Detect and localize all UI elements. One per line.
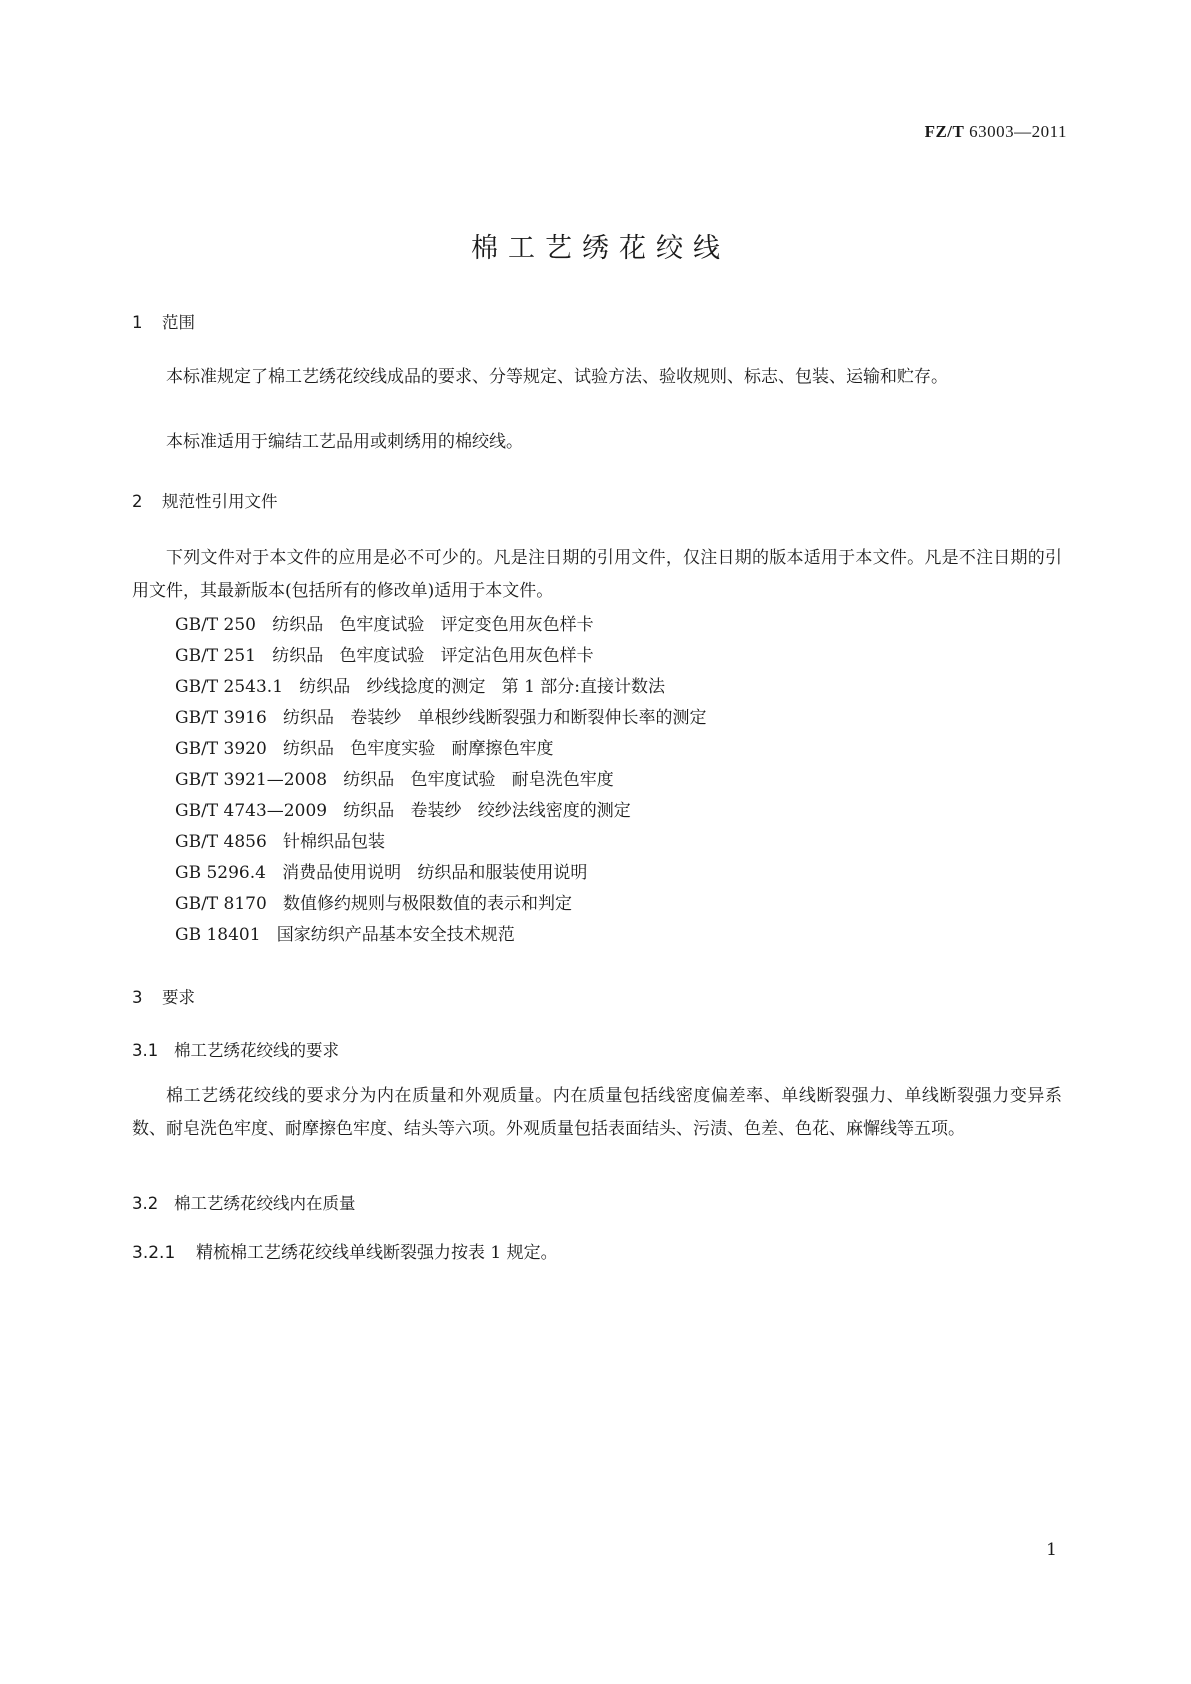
reference-item: GB 18401 国家纺织产品基本安全技术规范 — [175, 925, 515, 945]
section-3-2-heading — [132, 1190, 356, 1214]
section-2-title: 规范性引用文件 — [162, 492, 278, 511]
document-title: 棉工艺绣花绞线 — [471, 233, 730, 264]
document-code — [925, 122, 1067, 142]
section-3-1-title: 棉工艺绣花绞线的要求 — [174, 1041, 339, 1060]
section-1-number: 1 — [132, 313, 143, 332]
section-1-title: 范围 — [162, 313, 195, 332]
reference-item: GB/T 4743—2009 纺织品 卷装纱 绞纱法线密度的测定 — [175, 801, 631, 821]
section-3-number: 3 — [132, 988, 143, 1007]
section-2-heading — [132, 488, 278, 512]
clause-3-2-1-text: 精梳棉工艺绣花绞线单线断裂强力按表 1 规定。 — [196, 1243, 558, 1263]
section-3-1-paragraph: 棉工艺绣花绞线的要求分为内在质量和外观质量。内在质量包括线密度偏差率、单线断裂强力、单线断裂强力变异系数、耐皂洗色牢度、耐摩擦色牢度、结头等六项。外观质量包括表面结头、污渍、色差、色花、麻懈线等五项。 — [132, 1086, 1062, 1139]
section-1-heading — [132, 309, 195, 333]
section-3-1-heading — [132, 1037, 339, 1061]
clause-3-2-1-number: 3.2.1 — [132, 1243, 176, 1263]
reference-item: GB/T 3916 纺织品 卷装纱 单根纱线断裂强力和断裂伸长率的测定 — [175, 708, 707, 728]
clause-3-2-1 — [132, 1238, 558, 1263]
reference-item: GB/T 3921—2008 纺织品 色牢度试验 耐皂洗色牢度 — [175, 770, 614, 790]
reference-item: GB/T 2543.1 纺织品 纱线捻度的测定 第 1 部分:直接计数法 — [175, 677, 666, 697]
document-code-number: 63003—2011 — [964, 122, 1067, 141]
section-1-paragraph-2: 本标准适用于编结工艺品用或刺绣用的棉绞线。 — [166, 432, 523, 452]
section-1-paragraph-1: 本标准规定了棉工艺绣花绞线成品的要求、分等规定、试验方法、验收规则、标志、包装、运输和贮存。 — [166, 367, 948, 387]
section-2-number: 2 — [132, 492, 143, 511]
section-3-heading — [132, 984, 195, 1008]
reference-item: GB 5296.4 消费品使用说明 纺织品和服装使用说明 — [175, 863, 588, 883]
section-3-2-number: 3.2 — [132, 1194, 159, 1213]
reference-item: GB/T 3920 纺织品 色牢度实验 耐摩擦色牢度 — [175, 739, 554, 759]
reference-item: GB/T 250 纺织品 色牢度试验 评定变色用灰色样卡 — [175, 615, 594, 635]
section-3-title: 要求 — [162, 988, 195, 1007]
reference-item: GB/T 251 纺织品 色牢度试验 评定沾色用灰色样卡 — [175, 646, 594, 666]
section-2-paragraph-1: 下列文件对于本文件的应用是必不可少的。凡是注日期的引用文件，仅注日期的版本适用于本文件。凡是不注日期的引用文件，其最新版本(包括所有的修改单)适用于本文件。 — [132, 548, 1062, 601]
section-3-1-number: 3.1 — [132, 1041, 159, 1060]
section-3-2-title: 棉工艺绣花绞线内在质量 — [174, 1194, 356, 1213]
document-code-prefix: FZ/T — [924, 122, 965, 141]
reference-item: GB/T 4856 针棉织品包装 — [175, 832, 386, 852]
reference-item: GB/T 8170 数值修约规则与极限数值的表示和判定 — [175, 894, 573, 914]
page-number: 1 — [1046, 1540, 1057, 1560]
